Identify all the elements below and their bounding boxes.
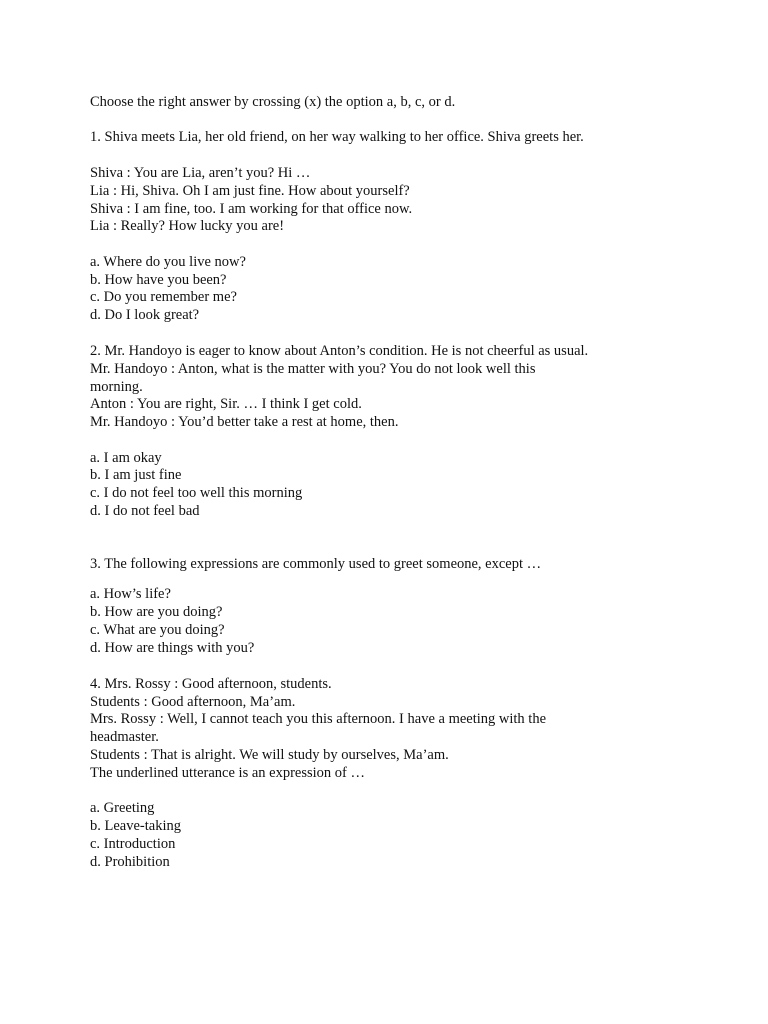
option-c: c. What are you doing? <box>90 622 225 638</box>
option-d: d. Prohibition <box>90 854 170 870</box>
dialogue-line: Mr. Handoyo : You’d better take a rest at home, then. <box>90 414 399 430</box>
option-b: b. How have you been? <box>90 272 227 288</box>
question-number: 1. <box>90 129 101 145</box>
question-3-prompt <box>90 555 541 573</box>
option-b: b. I am just fine <box>90 467 182 483</box>
dialogue-line: Anton : You are right, Sir. … I think I get cold. <box>90 396 362 412</box>
dialogue-line: Mrs. Rossy : Well, I cannot teach you this afternoon. I have a meeting with the headmaster. <box>90 711 547 745</box>
dialogue-line: Shiva : I am fine, too. I am working for that office now. <box>90 201 413 217</box>
question-text: Shiva meets Lia, her old friend, on her way walking to her office. Shiva greets her. <box>104 129 584 145</box>
option-c: c. Introduction <box>90 836 176 852</box>
option-d: d. I do not feel bad <box>90 503 200 519</box>
question-number: 2. <box>90 343 101 359</box>
option-d: d. Do I look great? <box>90 307 200 323</box>
question-text: The underlined utterance is an expression of … <box>90 765 366 781</box>
instructions: Choose the right answer by crossing (x) the option a, b, c, or d. <box>90 94 456 110</box>
option-a: a. I am okay <box>90 450 162 466</box>
option-a: a. How’s life? <box>90 586 171 602</box>
dialogue-line: Students : Good afternoon, Ma’am. <box>90 694 296 710</box>
option-b: b. How are you doing? <box>90 604 223 620</box>
question-number: 4. <box>90 676 101 692</box>
option-c: c. Do you remember me? <box>90 289 237 305</box>
option-a: a. Greeting <box>90 800 155 816</box>
dialogue-line: Mrs. Rossy : Good afternoon, students. <box>104 676 332 692</box>
dialogue-line: Students : That is alright. We will study by ourselves, Ma’am. <box>90 747 449 763</box>
option-a: a. Where do you live now? <box>90 254 246 270</box>
question-text: Mr. Handoyo is eager to know about Anton’s condition. He is not cheerful as usual. <box>104 343 589 359</box>
option-c: c. I do not feel too well this morning <box>90 485 303 501</box>
question-1-prompt <box>90 128 584 146</box>
option-d: d. How are things with you? <box>90 640 255 656</box>
dialogue-line: Mr. Handoyo : Anton, what is the matter with you? You do not look well this morning. <box>90 361 536 395</box>
dialogue-line: Lia : Really? How lucky you are! <box>90 218 285 234</box>
question-2-prompt <box>90 342 588 360</box>
dialogue-line: Shiva : You are Lia, aren’t you? Hi … <box>90 165 311 181</box>
dialogue-line: Lia : Hi, Shiva. Oh I am just fine. How about yourself? <box>90 183 410 199</box>
question-number: 3. <box>90 556 101 572</box>
question-text: The following expressions are commonly used to greet someone, except … <box>104 556 542 572</box>
option-b: b. Leave-taking <box>90 818 181 834</box>
question-4-prompt <box>90 675 332 693</box>
